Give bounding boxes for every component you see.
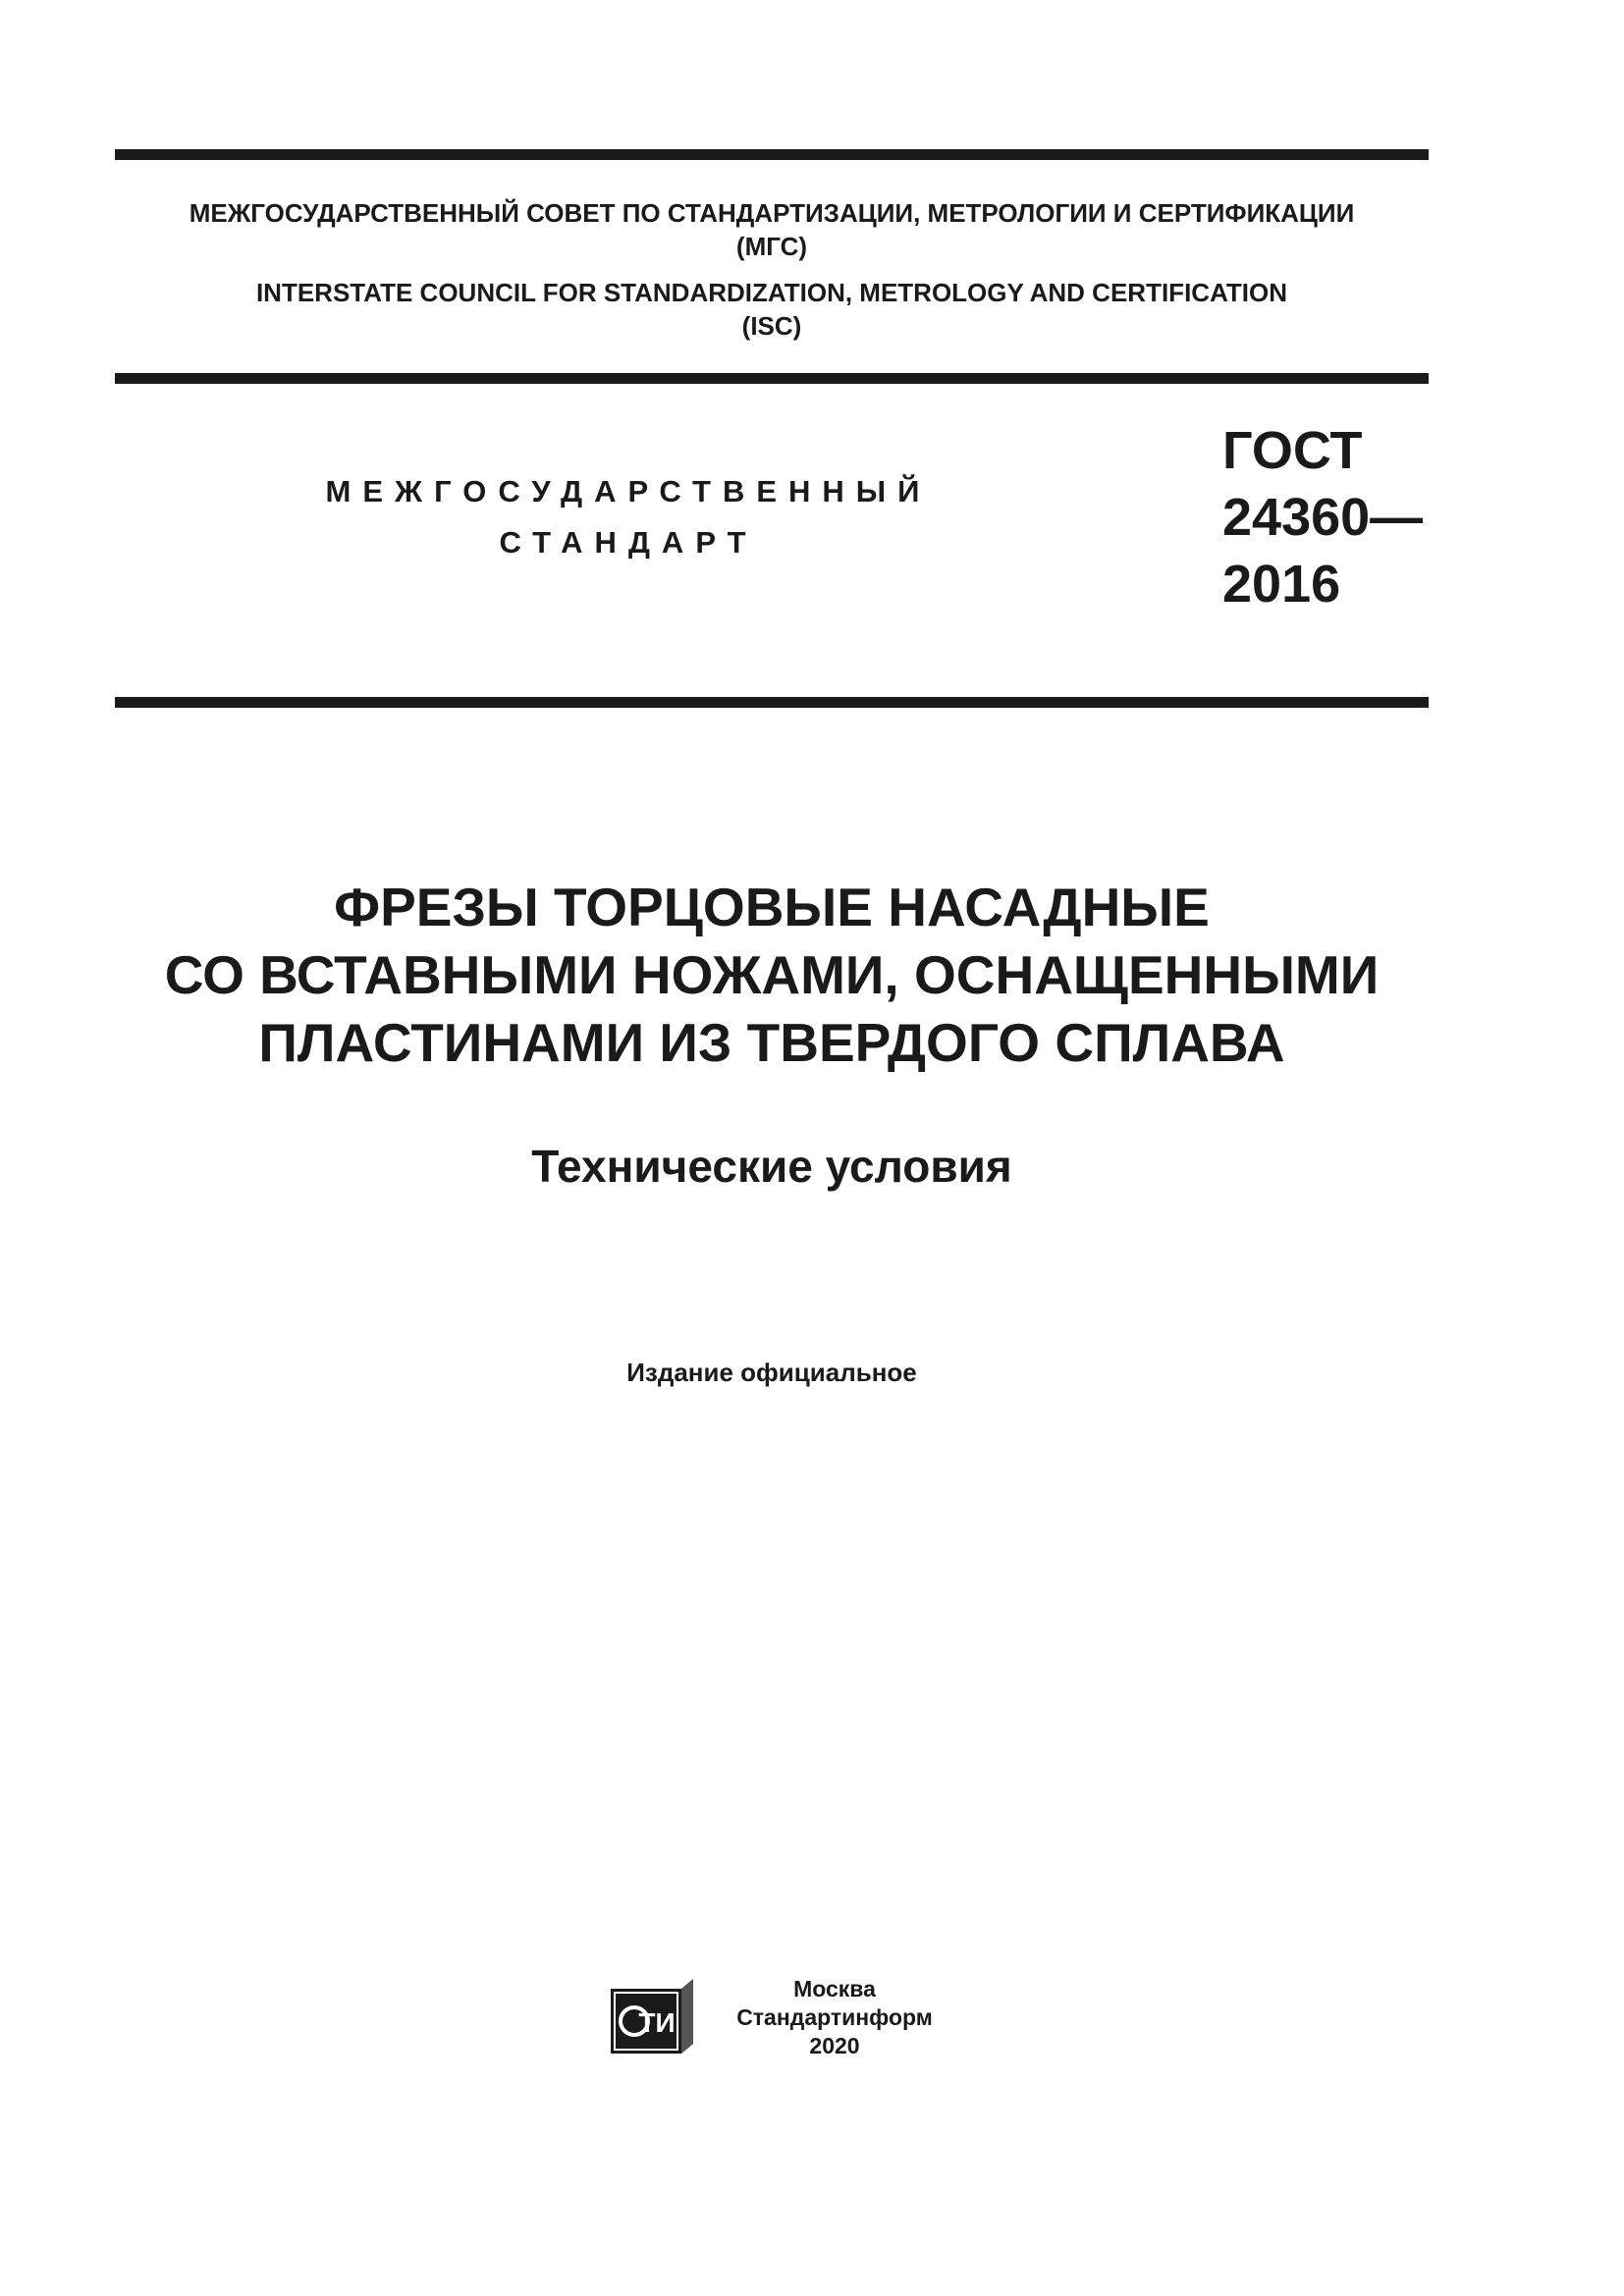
- top-rule: [115, 149, 1429, 160]
- council-name-en: [115, 276, 1429, 343]
- standartinform-logo-icon: [611, 1979, 705, 2054]
- title-line-1: ФРЕЗЫ ТОРЦОВЫЕ НАСАДНЫЕ: [334, 877, 1210, 937]
- gost-label: ГОСТ: [1222, 421, 1363, 480]
- edition-note: Издание официальное: [626, 1358, 917, 1387]
- standard-type-line-1: МЕЖГОСУДАРСТВЕННЫЙ: [325, 474, 932, 508]
- council-en-line-1: INTERSTATE COUNCIL FOR STANDARDIZATION, METROLOGY AND CERTIFICATION: [255, 278, 1288, 307]
- document-subtitle: Технические условия: [531, 1141, 1012, 1192]
- title-line-3: ПЛАСТИНАМИ ИЗ ТВЕРДОГО СПЛАВА: [258, 1012, 1285, 1073]
- publisher-name: Стандартинформ: [736, 2004, 933, 2030]
- council-ru-line-2: (МГС): [735, 232, 808, 261]
- publisher-year: 2020: [809, 2033, 860, 2058]
- title-line-2: СО ВСТАВНЫМИ НОЖАМИ, ОСНАЩЕННЫМИ: [164, 944, 1380, 1005]
- standard-type: [295, 466, 962, 568]
- gost-designation: [1222, 417, 1423, 617]
- standard-type-line-2: СТАНДАРТ: [499, 525, 758, 560]
- document-title: [115, 874, 1429, 1077]
- bottom-rule: [115, 697, 1429, 708]
- gost-number: 24360—: [1222, 488, 1424, 547]
- council-name-ru: [115, 196, 1429, 263]
- gost-year: 2016: [1222, 555, 1341, 614]
- council-en-line-2: (ISC): [741, 311, 802, 341]
- svg-text:ТИ: ТИ: [638, 2007, 676, 2038]
- middle-rule: [115, 373, 1429, 384]
- publisher-city: Москва: [793, 1976, 876, 2002]
- council-ru-line-1: МЕЖГОСУДАРСТВЕННЫЙ СОВЕТ ПО СТАНДАРТИЗАЦИИ, МЕТРОЛОГИИ И СЕРТИФИКАЦИИ: [189, 198, 1355, 228]
- publisher-imprint: [707, 1975, 962, 2060]
